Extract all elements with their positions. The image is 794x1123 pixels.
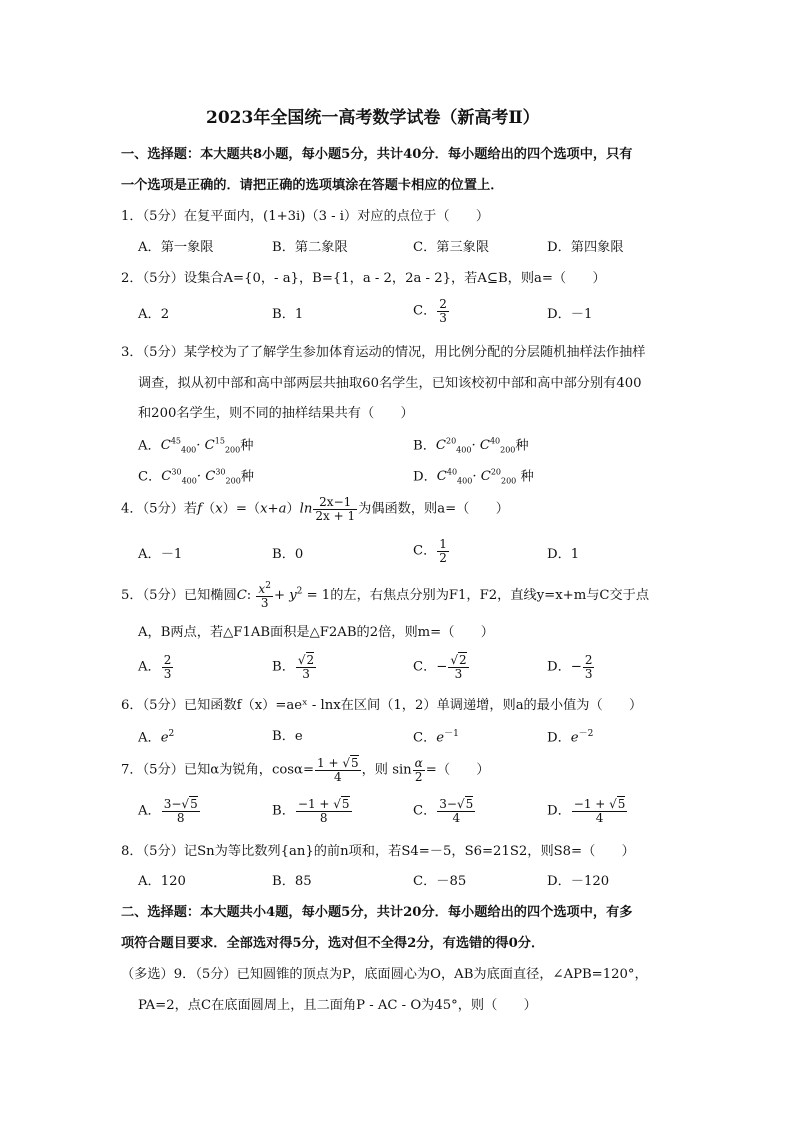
q3-option-a-tail: 种 <box>240 438 254 454</box>
numerator: 1 <box>439 537 447 551</box>
q9-line2: PA=2，点C在底面圆周上，且二面角P - AC - O为45°，则（ ） <box>138 998 537 1013</box>
q4-stem <box>121 496 509 522</box>
q4-option-c-label: C． <box>413 543 437 559</box>
q2-stem <box>121 272 606 285</box>
q5-stem <box>121 582 649 609</box>
q4-option-b: B．0 <box>272 547 304 562</box>
q7-cos-fraction: $\frac{1 + √5}{4}$ <box>317 756 359 784</box>
q6-stem: 6．（5分）已知函数f（x）=aeˣ - lnx在区间（1，2）单调递增，则a的最小值为（ ） <box>121 698 643 713</box>
q4-fraction <box>313 496 357 522</box>
q5-option-c-fraction: $\frac{√2}{3}$ <box>450 653 467 681</box>
section1-line2: 一个选项是正确的．请把正确的选项填涂在答题卡相应的位置上． <box>121 178 504 193</box>
q3-option-b <box>413 438 529 455</box>
q3-line3: 和200名学生，则不同的抽样结果共有（ ） <box>138 406 414 421</box>
q5-option-b-label: B． <box>272 659 295 675</box>
q4-option-d: D．1 <box>547 547 580 562</box>
q7-option-a-label: A． <box>138 803 161 819</box>
q2-option-c <box>413 298 450 324</box>
q5-option-b <box>272 654 317 680</box>
q7-option-c-fraction: $\frac{3-√5}{4}$ <box>439 797 474 825</box>
q5-option-c-label: C． <box>413 659 437 675</box>
q5-option-d-fraction: $\frac{2}{3}$ <box>584 653 593 681</box>
q6-option-b: B．e <box>272 729 303 744</box>
q6-option-c: C．$e^{-1}$ <box>413 729 459 746</box>
q3-line1: 3．（5分）某学校为了了解学生参加体育运动的情况，用比例分配的分层随机抽样法作抽样 <box>121 345 646 360</box>
q4-option-a: A．－1 <box>138 547 183 562</box>
q9-line1: （多选）9．（5分）已知圆锥的顶点为P，底面圆心为O，AB为底面直径，∠APB=120°， <box>121 967 648 982</box>
q5-stem-prefix: 5．（5分）已知椭圆 <box>121 588 237 604</box>
denominator: 2x + 1 <box>315 508 356 523</box>
q7-option-d-fraction: $\frac{-1 + √5}{4}$ <box>573 797 626 825</box>
q7-option-c-label: C． <box>413 803 437 819</box>
q4-stem-suffix: 为偶函数，则a=（ ） <box>358 501 509 517</box>
q8-stem: 8．（5分）记Sn为等比数列{an}的前n项和，若S4=－5，S6=21S2，则S8=（ ） <box>121 844 635 859</box>
q1-stem: 1．（5分）在复平面内，(1+3i)（3 - i）对应的点位于（ ） <box>121 209 490 224</box>
denominator: 3 <box>439 310 447 325</box>
q3-option-d <box>413 469 534 486</box>
q2-option-c-label: C． <box>413 303 437 319</box>
q5-stem-suffix: 的左，右焦点分别为F1，F2，直线y=x+m与C交于点 <box>330 588 650 604</box>
q4-option-c <box>413 538 450 564</box>
q7-stem-mid: ，则 sin <box>361 762 412 778</box>
q5-line2: A，B两点，若△F1AB面积是△F2AB的2倍，则m=（ ） <box>138 625 494 640</box>
q1-option-b: B．第二象限 <box>272 240 348 255</box>
q5-ellipse: C: $\frac{x^2}{3}$ + $y^2 = 1$ <box>236 581 331 610</box>
section2-line1: 二、选择题：本大题共小4题，每小题5分，共计20分．每小题给出的四个选项中，有多 <box>121 905 633 920</box>
q7-option-d-label: D． <box>547 803 571 819</box>
q5-option-c <box>413 654 470 680</box>
q5-option-a-label: A． <box>138 659 161 675</box>
q2-option-c-fraction <box>437 298 449 324</box>
q8-option-c: C．－85 <box>413 874 467 889</box>
q3-line2: 调查，拟从初中部和高中部两层共抽取60名学生，已知该校初中部和高中部分别有400 <box>138 376 642 391</box>
q8-option-a: A．120 <box>138 874 186 889</box>
q1-option-a: A．第一象限 <box>138 240 214 255</box>
q2-option-d: D．－1 <box>547 307 593 322</box>
q7-option-b-label: B． <box>272 803 295 819</box>
q5-option-d-sign: − <box>570 659 582 675</box>
q3-option-c-tail: 种 <box>240 469 254 485</box>
q3-option-d-formula: $C^{40}_{400}\cdot C^{20}_{200}$ <box>436 468 517 487</box>
q3-option-a-formula: $C^{45}_{400}\cdot C^{15}_{200}$ <box>160 437 241 456</box>
q7-option-a <box>138 798 201 824</box>
q5-option-a <box>138 654 174 680</box>
numerator: 2 <box>439 297 447 311</box>
q1-option-d: D．第四象限 <box>547 240 624 255</box>
q3-option-c-label: C． <box>138 469 162 485</box>
q7-stem <box>121 757 490 783</box>
q3-option-d-label: D． <box>413 469 437 485</box>
q5-option-c-sign: − <box>436 659 448 675</box>
q6-option-d-label: D． <box>547 730 571 746</box>
q7-option-d <box>547 798 628 824</box>
q3-option-a-label: A． <box>138 438 161 454</box>
q7-option-a-fraction: $\frac{3-√5}{8}$ <box>163 797 198 825</box>
numerator: 2x−1 <box>319 495 352 509</box>
q4-function: f（x）=（x+a）ln <box>197 501 313 517</box>
q2-option-a: A．2 <box>138 307 170 322</box>
q4-option-c-fraction <box>437 538 449 564</box>
q7-stem-prefix: 7．（5分）已知α为锐角，cosα= <box>121 762 315 778</box>
q7-stem-suffix: =（ ） <box>425 762 490 778</box>
page-title: 2023年全国统一高考数学试卷（新高考Ⅱ） <box>206 108 540 128</box>
q1-option-c: C．第三象限 <box>413 240 490 255</box>
q3-option-b-tail: 种 <box>515 438 529 454</box>
q3-option-b-formula: $C^{20}_{400}\cdot C^{40}_{200}$ <box>435 437 516 456</box>
q5-option-d-label: D． <box>547 659 571 675</box>
q2-stem-prefix: 2．（5分）设集合 <box>121 271 224 286</box>
q4-stem-prefix: 4．（5分）若 <box>121 501 198 517</box>
q3-option-c <box>138 469 254 486</box>
q5-option-d <box>547 654 595 680</box>
section2-line2: 项符合题目要求．全部选对得5分，选对但不全得2分，有选错的得0分． <box>121 936 545 951</box>
q3-option-c-formula: $C^{30}_{400}\cdot C^{30}_{200}$ <box>161 468 241 487</box>
denominator: 2 <box>439 550 447 565</box>
q3-option-b-label: B． <box>413 438 436 454</box>
q7-option-c <box>413 798 476 824</box>
q7-half-angle: $\frac{\alpha}{2}$ <box>414 756 423 784</box>
q3-option-d-tail: 种 <box>516 469 534 485</box>
q7-option-b <box>272 798 353 824</box>
q3-option-a <box>138 438 253 455</box>
q6-option-d: D．$e^{-2}$ <box>547 729 594 746</box>
section1-line1: 一、选择题：本大题共8小题，每小题5分，共计40分．每小题给出的四个选项中，只有 <box>121 147 633 162</box>
q7-option-b-fraction: $\frac{-1 + √5}{8}$ <box>297 797 350 825</box>
q5-option-a-fraction: $\frac{2}{3}$ <box>163 653 172 681</box>
q5-option-b-fraction: $\frac{√2}{3}$ <box>297 653 315 681</box>
q2-stem-body: A={0，- a}，B={1，a - 2，2a - 2}，若A⊆B，则a=（ ） <box>223 271 606 286</box>
q6-option-c-label: C． <box>413 730 437 746</box>
q8-option-d: D．－120 <box>547 874 610 889</box>
q8-option-b: B．85 <box>272 874 312 889</box>
q6-option-a-label: A． <box>138 730 161 746</box>
q6-option-a: A．$e^2$ <box>138 729 175 746</box>
q2-option-b: B．1 <box>272 307 304 322</box>
